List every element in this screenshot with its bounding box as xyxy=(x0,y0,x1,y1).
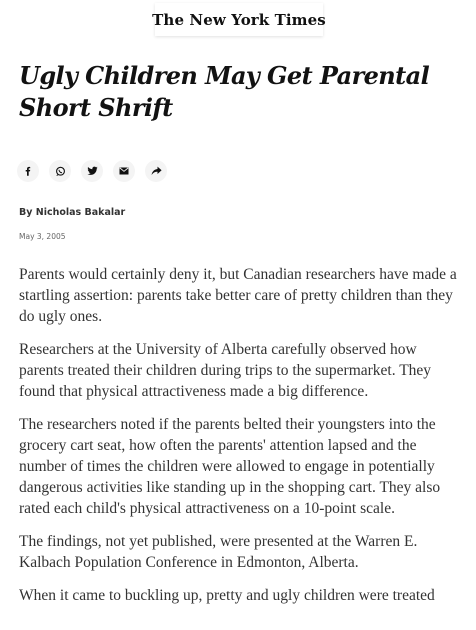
twitter-icon xyxy=(87,166,98,176)
share-email-button[interactable] xyxy=(113,160,135,182)
byline-prefix: By xyxy=(19,207,36,218)
article-paragraph: The findings, not yet published, were presented at the Warren E. Kalbach Population Conference in Edmonton, Alberta. xyxy=(19,533,418,571)
article-paragraph: The researchers noted if the parents belted their youngsters into the grocery cart seat, how often the parents' attention lapsed and the number of times the children were allowed to engage in potentially dangerous activities like standing up in the shopping cart. They also rated each child's physical attractiveness on a 10-point scale. xyxy=(19,416,441,517)
email-icon xyxy=(119,167,129,175)
share-toolbar xyxy=(17,160,167,182)
article-headline: Ugly Children May Get Parental Short Shrift xyxy=(19,61,430,122)
whatsapp-icon xyxy=(55,166,66,177)
masthead xyxy=(0,0,476,44)
share-twitter-button[interactable] xyxy=(81,160,103,182)
masthead-logo-link[interactable] xyxy=(152,3,326,36)
article-body xyxy=(19,264,465,618)
publish-date: May 3, 2005 xyxy=(19,232,66,241)
article-paragraph: When it came to buckling up, pretty and ugly children were treated xyxy=(19,587,435,604)
byline xyxy=(19,207,125,218)
article-paragraph: Parents would certainly deny it, but Canadian researchers have made a startling assertion: parents take better care of pretty children than they do ugly ones. xyxy=(19,266,457,325)
facebook-icon xyxy=(23,166,33,176)
share-arrow-icon xyxy=(151,166,162,176)
author-link[interactable]: Nicholas Bakalar xyxy=(35,207,126,218)
share-whatsapp-button[interactable] xyxy=(49,160,71,182)
share-more-button[interactable] xyxy=(145,160,167,182)
nyt-logo: The New York Times xyxy=(152,10,326,29)
article-paragraph: Researchers at the University of Alberta carefully observed how parents treated their children during trips to the supermarket. They found that physical attractiveness made a big difference. xyxy=(19,341,432,400)
share-facebook-button[interactable] xyxy=(17,160,39,182)
